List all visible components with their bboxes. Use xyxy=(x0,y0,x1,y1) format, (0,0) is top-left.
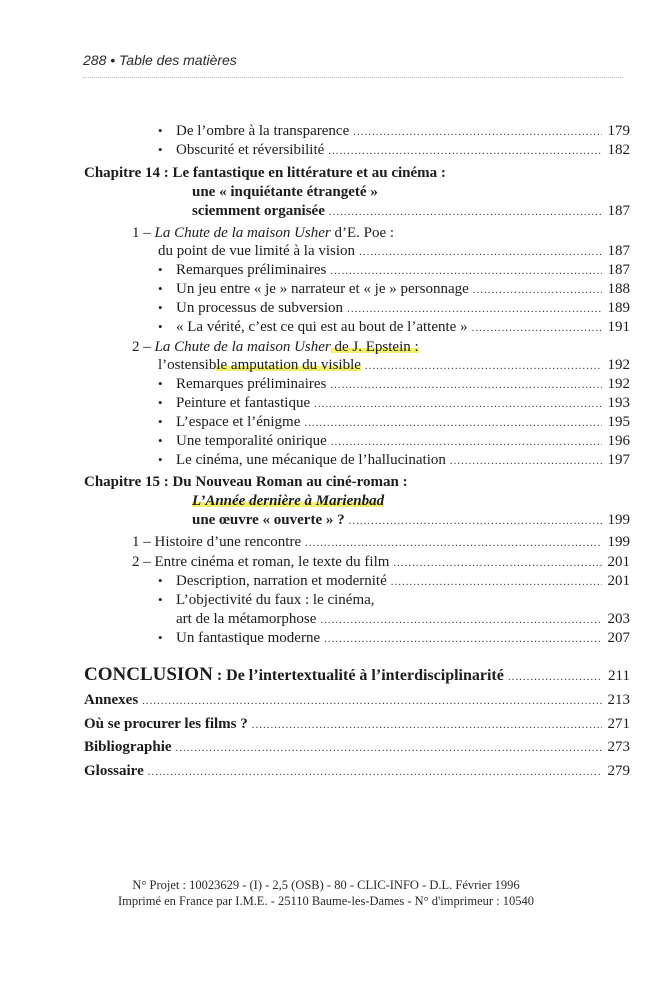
dot-leader xyxy=(328,142,602,160)
toc-page-number: 179 xyxy=(607,123,630,139)
toc-page-number: 187 xyxy=(607,243,630,259)
toc-entry-title: 2 – Entre cinéma et roman, le texte du film xyxy=(132,554,390,570)
toc-entry xyxy=(132,553,630,572)
toc-entry xyxy=(192,511,630,530)
toc-entry xyxy=(84,762,630,781)
toc-page-number: 192 xyxy=(607,357,630,373)
running-head: 288 • Table des matières xyxy=(83,52,237,68)
toc-entry xyxy=(84,691,630,710)
toc-page-number: 191 xyxy=(607,319,630,335)
highlighted-text: L’Année dernière à Marienbad xyxy=(192,493,385,509)
toc-page-number: 187 xyxy=(607,203,630,219)
toc-page-number: 199 xyxy=(607,512,630,528)
toc-entry xyxy=(84,715,630,734)
toc-entry-title: Peinture et fantastique xyxy=(176,395,311,411)
bullet: • xyxy=(158,414,163,429)
toc-entry xyxy=(176,375,630,394)
toc-entry xyxy=(176,432,630,451)
toc-page-number: 188 xyxy=(607,281,630,297)
toc-page-number: 193 xyxy=(607,395,630,411)
bullet: • xyxy=(158,142,163,157)
chapter-14-title-line2: une « inquiétante étrangeté » xyxy=(192,184,378,200)
toc-entry-title xyxy=(84,664,504,687)
toc-entry xyxy=(176,299,630,318)
work-title: La Chute de la maison Usher xyxy=(154,225,331,241)
toc-entry xyxy=(176,318,630,337)
section-heading xyxy=(132,338,419,356)
dot-leader xyxy=(393,554,602,572)
bullet: • xyxy=(158,433,163,448)
chapter-15-title-line2 xyxy=(192,492,384,510)
toc-entry xyxy=(176,413,630,432)
bullet: • xyxy=(158,300,163,315)
bullet: • xyxy=(158,319,163,334)
toc-entry xyxy=(176,280,630,299)
bullet: • xyxy=(158,376,163,391)
toc-page-number: 192 xyxy=(607,376,630,392)
dot-leader xyxy=(305,534,602,552)
toc-entry-title: Obscurité et réversibilité xyxy=(176,142,325,158)
section-number: 1 – xyxy=(132,225,155,241)
dot-leader xyxy=(329,203,602,221)
toc-entry-title: Le cinéma, une mécanique de l’hallucination xyxy=(176,452,446,468)
toc-entry-title: du point de vue limité à la vision xyxy=(158,243,356,259)
toc-page-number: 195 xyxy=(607,414,630,430)
bullet: • xyxy=(158,452,163,467)
toc-page-number: 279 xyxy=(607,763,630,779)
bullet: • xyxy=(158,262,163,277)
dot-leader xyxy=(176,739,602,757)
toc-entry xyxy=(132,533,630,552)
dot-leader xyxy=(331,433,602,451)
toc-entry xyxy=(176,610,630,629)
toc-entry-title: art de la métamorphose xyxy=(176,611,317,627)
toc-page-number: 182 xyxy=(607,142,630,158)
toc-entry xyxy=(176,394,630,413)
toc-entry-title: L’objectivité du faux : le cinéma, xyxy=(176,592,375,608)
dot-leader xyxy=(365,357,602,375)
text-fragment: l’ostensib xyxy=(158,357,217,373)
toc-page-number: 196 xyxy=(607,433,630,449)
dot-leader xyxy=(314,395,602,413)
dot-leader xyxy=(349,512,602,530)
conclusion-label: CONCLUSION xyxy=(84,664,213,685)
toc-page-number: 203 xyxy=(607,611,630,627)
dot-leader xyxy=(473,281,602,299)
toc-entry xyxy=(158,356,630,375)
dot-leader xyxy=(347,300,602,318)
toc-entry xyxy=(176,122,630,141)
toc-entry-title: Annexes xyxy=(84,692,139,708)
dot-leader xyxy=(450,452,602,470)
toc-entry-title: Description, narration et modernité xyxy=(176,573,387,589)
dot-leader xyxy=(353,123,602,141)
bullet: • xyxy=(158,123,163,138)
toc-entry-conclusion xyxy=(84,664,630,688)
toc-entry-title: Glossaire xyxy=(84,763,144,779)
toc-entry xyxy=(176,451,630,470)
toc-page-number: 187 xyxy=(607,262,630,278)
section-suffix: d’E. Poe : xyxy=(330,225,395,241)
dot-leader xyxy=(142,692,602,710)
conclusion-subtitle: : De l’intertextualité à l’interdisciplinarité xyxy=(212,667,504,684)
dot-leader xyxy=(148,763,602,781)
toc-entry-title: De l’ombre à la transparence xyxy=(176,123,350,139)
bullet: • xyxy=(158,630,163,645)
toc-entry xyxy=(158,242,630,261)
dot-leader xyxy=(320,611,602,629)
work-title: La Chute de la maison Usher xyxy=(154,339,331,355)
highlighted-text: de J. Epstein : xyxy=(330,339,419,355)
toc-entry xyxy=(176,141,630,160)
toc-entry xyxy=(84,738,630,757)
chapter-15-title: Chapitre 15 : Du Nouveau Roman au ciné-roman : xyxy=(84,474,408,490)
toc-entry-title: 1 – Histoire d’une rencontre xyxy=(132,534,302,550)
toc-page-number: 213 xyxy=(607,692,630,708)
imprint-line-2: Imprimé en France par I.M.E. - 25110 Baume-les-Dames - N° d'imprimeur : 10540 xyxy=(117,894,535,908)
chapter-14-title: Chapitre 14 : Le fantastique en littérature et au cinéma : xyxy=(84,165,446,181)
toc-entry-title: Une temporalité onirique xyxy=(176,433,327,449)
dot-leader xyxy=(330,262,602,280)
toc-page-number: 199 xyxy=(607,534,630,550)
dot-leader xyxy=(359,243,602,261)
dot-leader xyxy=(508,666,602,688)
toc-page-number: 211 xyxy=(608,668,630,684)
dot-leader xyxy=(304,414,602,432)
toc-page-number: 201 xyxy=(607,554,630,570)
toc-entry xyxy=(176,572,630,591)
toc-entry-title: Un fantastique moderne xyxy=(176,630,321,646)
toc-entry xyxy=(176,261,630,280)
toc-page-number: 207 xyxy=(607,630,630,646)
section-number: 2 – xyxy=(132,339,155,355)
toc-entry-title: sciemment organisée xyxy=(192,203,325,219)
toc-entry-title: une œuvre « ouverte » ? xyxy=(192,512,345,528)
toc-entry xyxy=(192,202,630,221)
highlighted-text: le amputation du visible xyxy=(216,357,361,373)
bullet: • xyxy=(158,592,163,607)
toc-entry-title: L’espace et l’énigme xyxy=(176,414,301,430)
toc-page-number: 197 xyxy=(607,452,630,468)
section-heading xyxy=(132,224,394,242)
toc-entry-title: Remarques préliminaires xyxy=(176,262,327,278)
bullet: • xyxy=(158,573,163,588)
toc-entry-title: Où se procurer les films ? xyxy=(84,716,248,732)
toc-entry xyxy=(176,629,630,648)
toc-page-number: 273 xyxy=(607,739,630,755)
toc-page-number: 201 xyxy=(607,573,630,589)
toc-page-number: 189 xyxy=(607,300,630,316)
bullet: • xyxy=(158,395,163,410)
bullet: • xyxy=(158,281,163,296)
dot-leader xyxy=(324,630,602,648)
imprint-line-1: N° Projet : 10023629 - (I) - 2,5 (OSB) - 80 - CLIC-INFO - D.L. Février 1996 xyxy=(132,878,520,892)
dot-leader xyxy=(472,319,602,337)
toc-entry-title: Un jeu entre « je » narrateur et « je » personnage xyxy=(176,281,469,297)
toc-entry-title xyxy=(158,356,361,374)
toc-entry-title: Remarques préliminaires xyxy=(176,376,327,392)
dot-leader xyxy=(391,573,602,591)
toc-page-number: 271 xyxy=(607,716,630,732)
toc-entry-title: Un processus de subversion xyxy=(176,300,344,316)
toc-entry-title: Bibliographie xyxy=(84,739,172,755)
toc-entry-title: « La vérité, c’est ce qui est au bout de l’attente » xyxy=(176,319,468,335)
dot-leader xyxy=(330,376,602,394)
dot-leader xyxy=(252,716,602,734)
